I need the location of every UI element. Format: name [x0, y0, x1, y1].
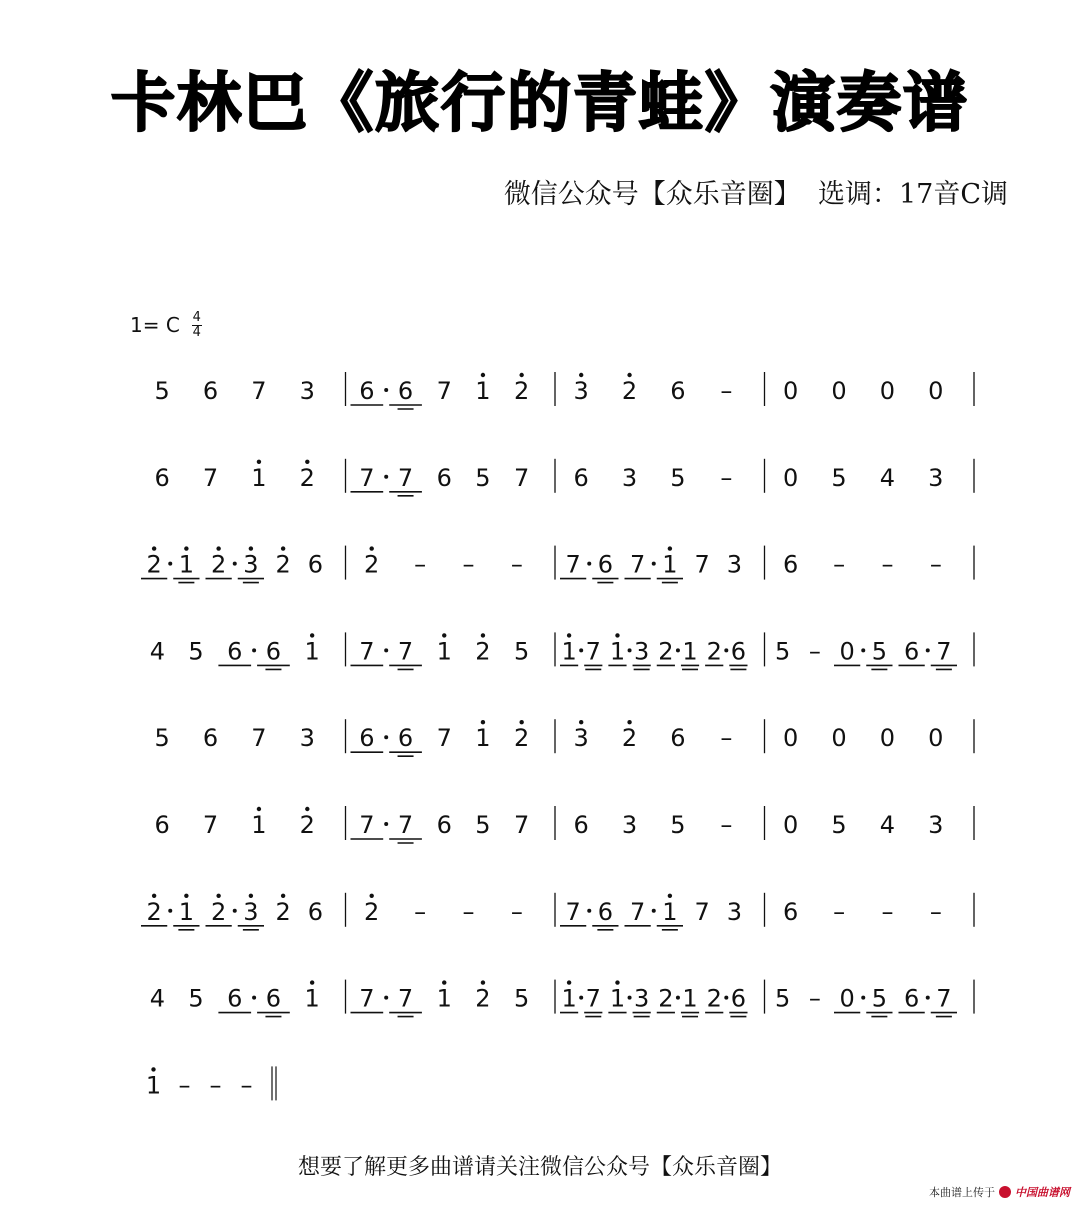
note: 0 — [783, 377, 799, 405]
high-octave-dot — [152, 894, 156, 898]
augmentation-dot — [579, 996, 583, 1000]
note: 2 — [364, 550, 380, 579]
note: 1 — [178, 897, 195, 926]
note: 3 — [634, 637, 650, 666]
note: – — [808, 637, 821, 666]
note: 6 — [903, 984, 920, 1013]
note: 1 — [475, 377, 491, 405]
note: 6 — [397, 724, 414, 753]
note: 4 — [879, 811, 896, 839]
augmentation-dot — [652, 909, 656, 913]
note: 2 — [706, 984, 722, 1013]
note: – — [720, 377, 733, 405]
augmentation-dot — [168, 909, 172, 913]
high-octave-dot — [305, 460, 309, 464]
note: 2 — [275, 550, 291, 579]
note: 2 — [658, 984, 674, 1013]
augmentation-dot — [233, 909, 237, 913]
augmentation-dot — [252, 648, 256, 652]
note: 7 — [359, 463, 375, 492]
augmentation-dot — [676, 648, 680, 652]
note: 6 — [307, 897, 324, 926]
augmentation-dot — [384, 648, 388, 652]
high-octave-dot — [305, 807, 309, 811]
note: 6 — [670, 377, 686, 405]
note: 1 — [304, 984, 320, 1013]
augmentation-dot — [861, 648, 865, 652]
note: 5 — [188, 637, 204, 666]
note: 5 — [154, 724, 170, 753]
note: – — [720, 463, 733, 492]
note: 6 — [597, 550, 614, 579]
augmentation-dot — [676, 996, 680, 1000]
note: – — [414, 550, 427, 579]
key-prefix: 1= C — [130, 313, 180, 337]
high-octave-dot — [152, 546, 156, 550]
uploader-credit — [929, 1184, 1070, 1200]
note: 6 — [730, 637, 747, 666]
note: 5 — [188, 984, 204, 1013]
note: 7 — [359, 637, 375, 666]
high-octave-dot — [627, 720, 631, 724]
note: 6 — [227, 637, 243, 666]
note: 2 — [275, 897, 291, 926]
note: 3 — [573, 377, 589, 405]
note: 7 — [397, 984, 414, 1013]
note: 0 — [879, 724, 896, 753]
note: 1 — [145, 1071, 162, 1100]
high-octave-dot — [481, 373, 485, 377]
note: 7 — [936, 637, 952, 666]
note: – — [833, 550, 846, 579]
note: 3 — [299, 377, 315, 405]
note: 6 — [227, 984, 243, 1013]
note: 6 — [573, 811, 589, 839]
note: 7 — [694, 550, 710, 579]
note: 6 — [154, 463, 170, 492]
augmentation-dot — [926, 648, 930, 652]
note: 5 — [475, 811, 491, 839]
note: 7 — [585, 984, 601, 1013]
augmentation-dot — [384, 996, 388, 1000]
note: 0 — [928, 724, 944, 753]
note: 1 — [682, 984, 698, 1013]
note: 3 — [299, 724, 315, 753]
note: – — [929, 897, 942, 926]
note: 7 — [694, 897, 710, 926]
note: 5 — [154, 377, 170, 405]
note: 7 — [629, 897, 646, 926]
note: 2 — [364, 897, 380, 926]
note: 1 — [178, 550, 195, 579]
note: 5 — [475, 463, 491, 492]
note: 3 — [621, 463, 638, 492]
note: 6 — [202, 377, 219, 405]
note: 7 — [436, 377, 452, 405]
note: 2 — [146, 897, 162, 926]
note: 1 — [436, 637, 452, 666]
note: 3 — [243, 550, 259, 579]
note: 0 — [831, 724, 847, 753]
note: 5 — [871, 984, 888, 1013]
note: 6 — [397, 377, 414, 405]
note: 5 — [514, 984, 530, 1013]
note: 2 — [210, 897, 227, 926]
augmentation-dot — [587, 562, 591, 566]
high-octave-dot — [281, 546, 285, 550]
note: 5 — [831, 463, 847, 492]
note: 3 — [928, 463, 944, 492]
high-octave-dot — [668, 546, 672, 550]
augmentation-dot — [168, 562, 172, 566]
note: 2 — [210, 550, 227, 579]
note: – — [881, 897, 894, 926]
note: – — [833, 897, 846, 926]
note: 3 — [726, 897, 743, 926]
augmentation-dot — [724, 648, 728, 652]
augmentation-dot — [652, 562, 656, 566]
note: – — [808, 984, 821, 1013]
note: 0 — [879, 377, 896, 405]
note: 2 — [658, 637, 674, 666]
note: – — [881, 550, 894, 579]
note: 2 — [621, 724, 638, 753]
note: 2 — [514, 724, 530, 753]
high-octave-dot — [184, 894, 188, 898]
note: – — [414, 897, 427, 926]
augmentation-dot — [252, 996, 256, 1000]
note: – — [510, 550, 523, 579]
note: 6 — [359, 724, 375, 753]
high-octave-dot — [668, 894, 672, 898]
note: 7 — [397, 463, 414, 492]
augmentation-dot — [724, 996, 728, 1000]
note: 6 — [202, 724, 219, 753]
note: 6 — [783, 550, 799, 579]
note: 2 — [621, 377, 638, 405]
note: 1 — [251, 811, 267, 839]
note: 6 — [903, 637, 920, 666]
note: 1 — [561, 984, 577, 1013]
note: 2 — [706, 637, 722, 666]
note: 7 — [397, 637, 414, 666]
note: 5 — [670, 463, 686, 492]
note: – — [240, 1071, 253, 1100]
high-octave-dot — [281, 894, 285, 898]
high-octave-dot — [579, 373, 583, 377]
note: 7 — [397, 811, 414, 839]
high-octave-dot — [151, 1067, 155, 1071]
note: 1 — [304, 637, 320, 666]
note: 6 — [307, 550, 324, 579]
note: 7 — [359, 984, 375, 1013]
note: 7 — [514, 463, 530, 492]
score-subtitle: 微信公众号【众乐音圈】 选调：17音C调 — [503, 179, 1008, 210]
note: 1 — [682, 637, 698, 666]
high-octave-dot — [442, 633, 446, 637]
high-octave-dot — [519, 720, 523, 724]
high-octave-dot — [615, 980, 619, 984]
note: 0 — [839, 637, 855, 666]
note: – — [720, 811, 733, 839]
note: – — [462, 897, 475, 926]
note: 0 — [839, 984, 855, 1013]
note: 6 — [573, 463, 589, 492]
note: 7 — [585, 637, 601, 666]
note: 5 — [514, 637, 530, 666]
note: 6 — [436, 463, 452, 492]
note: 7 — [251, 724, 267, 753]
note: 5 — [774, 984, 791, 1013]
note: 7 — [565, 550, 581, 579]
note: 6 — [359, 377, 375, 405]
note: 2 — [475, 984, 491, 1013]
note: 4 — [879, 463, 896, 492]
site-logo: 中国曲谱网 — [1015, 1186, 1070, 1199]
augmentation-dot — [384, 735, 388, 739]
augmentation-dot — [384, 475, 388, 479]
note: 7 — [514, 811, 530, 839]
note: 7 — [251, 377, 267, 405]
augmentation-dot — [384, 388, 388, 392]
augmentation-dot — [926, 996, 930, 1000]
note: 1 — [436, 984, 452, 1013]
note: 4 — [149, 637, 165, 666]
high-octave-dot — [519, 373, 523, 377]
note: 1 — [609, 984, 626, 1013]
augmentation-dot — [861, 996, 865, 1000]
note: – — [178, 1071, 191, 1100]
note: – — [209, 1071, 222, 1100]
augmentation-dot — [233, 562, 237, 566]
note: 3 — [621, 811, 638, 839]
note: 1 — [475, 724, 491, 753]
note: 1 — [561, 637, 577, 666]
high-octave-dot — [567, 980, 571, 984]
note: 7 — [202, 463, 219, 492]
note: 7 — [436, 724, 452, 753]
high-octave-dot — [216, 894, 220, 898]
note: 1 — [662, 550, 678, 579]
note: 0 — [831, 377, 847, 405]
note: – — [510, 897, 523, 926]
high-octave-dot — [249, 546, 253, 550]
note: 3 — [928, 811, 944, 839]
high-octave-dot — [481, 720, 485, 724]
site-logo-icon — [999, 1186, 1011, 1198]
note: 3 — [634, 984, 650, 1013]
high-octave-dot — [216, 546, 220, 550]
score-title: 卡林巴《旅行的青蛙》演奏谱 — [111, 67, 969, 141]
note: 6 — [597, 897, 614, 926]
high-octave-dot — [369, 894, 373, 898]
note: 6 — [436, 811, 452, 839]
note: 0 — [783, 811, 799, 839]
note: 4 — [149, 984, 165, 1013]
note: 0 — [783, 724, 799, 753]
time-beats: 4 — [192, 309, 201, 325]
augmentation-dot — [628, 996, 632, 1000]
note: 5 — [871, 637, 888, 666]
note: 0 — [928, 377, 944, 405]
note: 5 — [670, 811, 686, 839]
high-octave-dot — [257, 460, 261, 464]
high-octave-dot — [310, 980, 314, 984]
note: 1 — [609, 637, 626, 666]
augmentation-dot — [384, 822, 388, 826]
note: – — [929, 550, 942, 579]
note: 7 — [936, 984, 952, 1013]
high-octave-dot — [184, 546, 188, 550]
high-octave-dot — [567, 633, 571, 637]
time-beat-unit: 4 — [192, 324, 201, 340]
note: 7 — [202, 811, 219, 839]
note: 2 — [514, 377, 530, 405]
footer-note: 想要了解更多曲谱请关注微信公众号【众乐音圈】 — [297, 1155, 782, 1180]
note: 7 — [359, 811, 375, 839]
augmentation-dot — [628, 648, 632, 652]
note: 1 — [251, 463, 267, 492]
note: 6 — [265, 637, 282, 666]
note: 2 — [299, 463, 315, 492]
note: 2 — [299, 811, 315, 839]
note: – — [720, 724, 733, 753]
high-octave-dot — [579, 720, 583, 724]
high-octave-dot — [481, 633, 485, 637]
high-octave-dot — [257, 807, 261, 811]
note: 2 — [146, 550, 162, 579]
high-octave-dot — [310, 633, 314, 637]
note: 0 — [783, 463, 799, 492]
uploader-label: 本曲谱上传于 — [929, 1186, 995, 1199]
augmentation-dot — [587, 909, 591, 913]
high-octave-dot — [481, 980, 485, 984]
note: 6 — [783, 897, 799, 926]
note: 5 — [831, 811, 847, 839]
high-octave-dot — [627, 373, 631, 377]
note: 2 — [475, 637, 491, 666]
note: 3 — [243, 897, 259, 926]
note: 7 — [565, 897, 581, 926]
high-octave-dot — [615, 633, 619, 637]
note: – — [462, 550, 475, 579]
note: 6 — [265, 984, 282, 1013]
note: 1 — [662, 897, 678, 926]
note: 7 — [629, 550, 646, 579]
note: 3 — [726, 550, 743, 579]
augmentation-dot — [579, 648, 583, 652]
high-octave-dot — [369, 546, 373, 550]
note: 6 — [670, 724, 686, 753]
note: 3 — [573, 724, 589, 753]
high-octave-dot — [249, 894, 253, 898]
high-octave-dot — [442, 980, 446, 984]
note: 5 — [774, 637, 791, 666]
note: 6 — [154, 811, 170, 839]
note: 6 — [730, 984, 747, 1013]
